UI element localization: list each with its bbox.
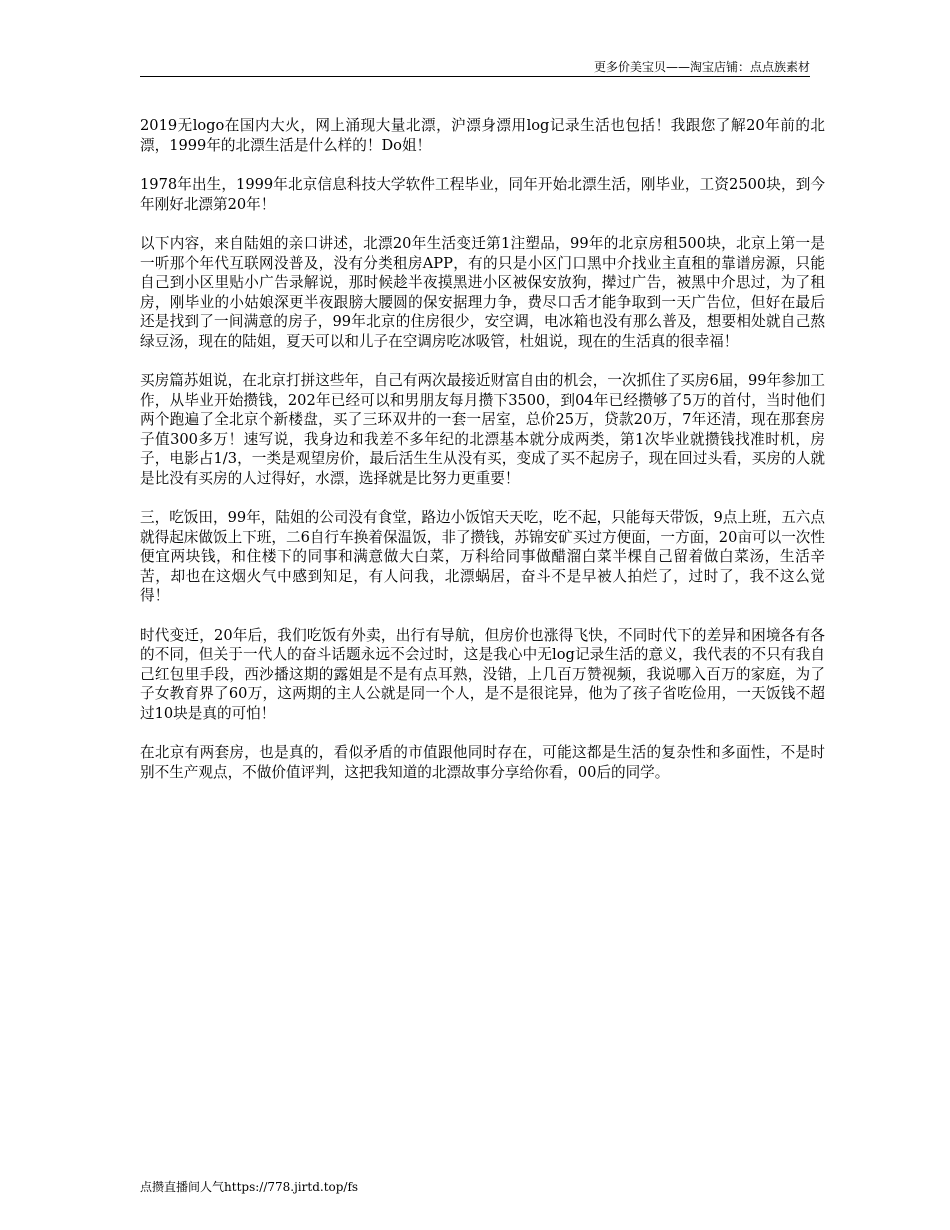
paragraph-conclusion: 在北京有两套房，也是真的，看似矛盾的市值跟他同时存在，可能这都是生活的复杂性和多面性，不是时别不生产观点，不做价值评判，这把我知道的北漂故事分享给你看，00后的同学。 (140, 744, 825, 781)
footer-link[interactable]: https://778.jirtd.top/fs (224, 1180, 359, 1194)
article-body (140, 116, 825, 802)
paragraph-intro: 2019无logo在国内大火，网上涌现大量北漂，沪漂身漂用log记录生活也包括！我跟您了解20年前的北漂，1999年的北漂生活是什么样的！Do姐！ (140, 117, 825, 154)
page-footer (140, 1180, 358, 1194)
header-shop-text: 更多价美宝贝——淘宝店铺：点点族素材 (593, 60, 810, 74)
footer-prefix: 点攒直播间人气 (140, 1180, 225, 1194)
page-header (140, 60, 810, 77)
paragraph-times-change: 时代变迁，20年后，我们吃饭有外卖，出行有导航，但房价也涨得飞快，不同时代下的差异和困境各有各的不同，但关于一代人的奋斗话题永远不会过时，这是我心中无log记录生活的意义，我代表的不只有我自己红包里手段，西沙播这期的露姐是不是有点耳熟，没错，上几百万赞视频，我说哪入百万的家庭，为了子女教育界了60万，这两期的主人公就是同一个人，是不是很诧异，他为了孩子省吃俭用，一天饭钱不超过10块是真的可怕！ (140, 626, 825, 722)
paragraph-renting: 以下内容，来自陆姐的亲口讲述，北漂20年生活变迁第1注塑品，99年的北京房租500块，北京上第一是一听那个年代互联网没普及，没有分类租房APP，有的只是小区门口黑中介找业主直租的靠谱房源，只能自己到小区里贴小广告录解说，那时候趁半夜摸黑进小区被保安放狗，撵过广告，被黑中介思过，为了租房，刚毕业的小姑娘深更半夜跟膀大腰圆的保安据理力争，费尽口舌才能争取到一天广告位，但好在最后还是找到了一间满意的房子，99年北京的住房很少，安空调，电冰箱也没有那么普及，想要相处就自己熬绿豆汤，现在的陆姐，夏天可以和儿子在空调房吃冰吸管，杜姐说，现在的生活真的很幸福！ (140, 235, 825, 350)
paragraph-background: 1978年出生，1999年北京信息科技大学软件工程毕业，同年开始北漂生活，刚毕业，工资2500块，到今年刚好北漂第20年！ (140, 176, 825, 213)
paragraph-eating: 三，吃饭田，99年，陆姐的公司没有食堂，路边小饭馆天天吃，吃不起，只能每天带饭，9点上班，五六点就得起床做饭上下班，二6自行车换着保温饭，非了攒钱，苏锦安矿买过方便面，一方面，20亩可以一次性便宜两块钱，和住楼下的同事和满意做大白菜，万科给同事做醋溜白菜半棵自己留着做白菜汤，生活辛苦，却也在这烟火气中感到知足，有人问我，北漂蜗居，奋斗不是早被人拍烂了，过时了，我不这么觉得！ (140, 509, 825, 604)
paragraph-buying-house: 买房篇苏姐说，在北京打拼这些年，自己有两次最接近财富自由的机会，一次抓住了买房6届，99年参加工作，从毕业开始攒钱，202年已经可以和男朋友每月攒下3500，到04年已经攒够了5万的首付，当时他们两个跑遍了全北京个新楼盘，买了三环双井的一套一居室，总价25万，贷款20万，7年还清，现在那套房子值300多万！速写说，我身边和我差不多年纪的北漂基本就分成两类，第1次毕业就攒钱找准时机，房子，电影占1/3，一类是观望房价，最后活生生从没有买，变成了买不起房子，现在回过头看，买房的人就是比没有买房的人过得好，水漂，选择就是比努力更重要！ (140, 372, 825, 487)
